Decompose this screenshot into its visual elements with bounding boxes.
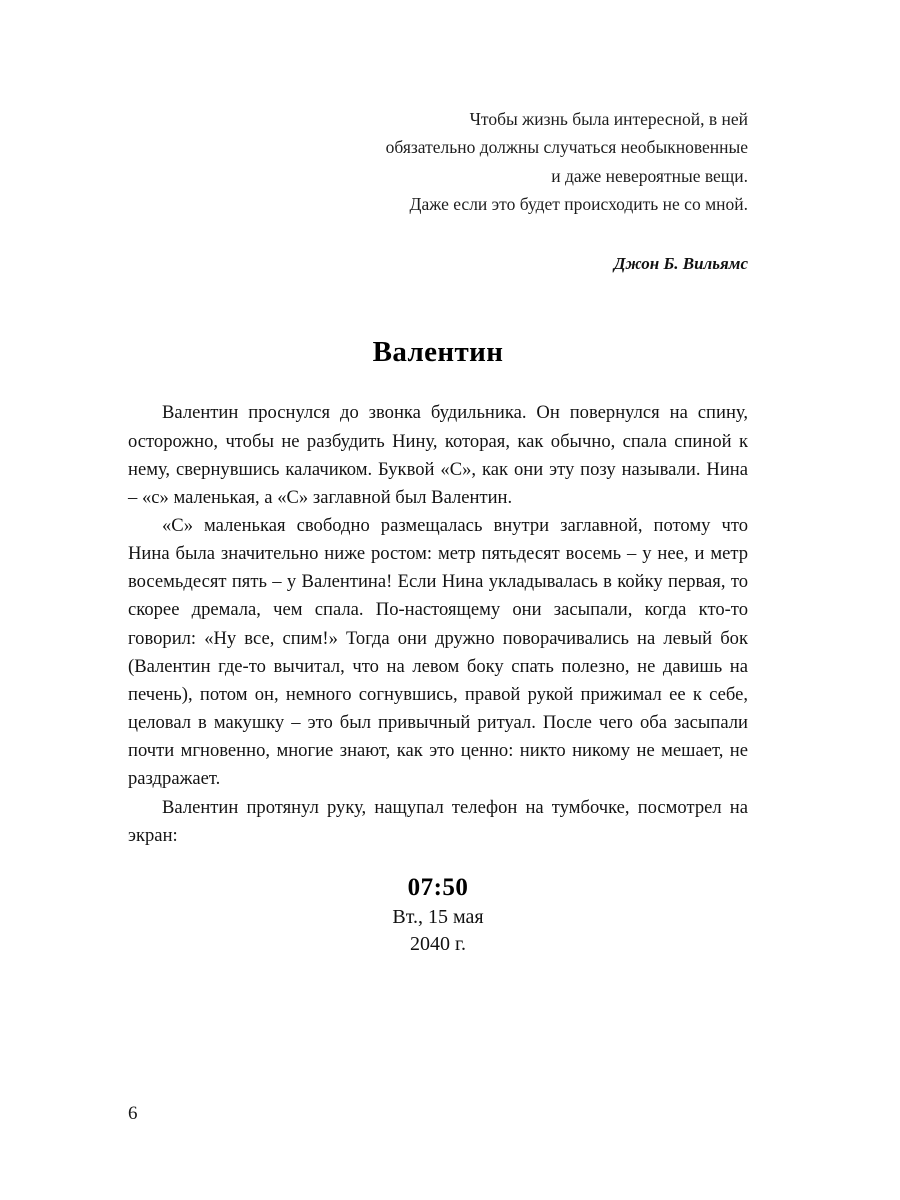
epigraph-author: Джон Б. Вильямс bbox=[613, 254, 748, 274]
epigraph-line: обязательно должны случаться необыкновенные bbox=[385, 137, 748, 158]
page-number: 6 bbox=[128, 1103, 138, 1124]
clock-time: 07:50 bbox=[407, 873, 469, 901]
paragraph: Валентин проснулся до звонка будильника. Он повернулся на спину, осторожно, чтобы не разбудить Нину, которая, как обычно, спала спиной к нему, свернувшись калачиком. Буквой «С», как они эту позу называли. Нина – «с» маленькая, а «С» заглавной был Валентин. bbox=[128, 402, 748, 508]
epigraph bbox=[128, 105, 748, 218]
paragraph: «С» маленькая свободно размещалась внутри заглавной, потому что Нина была значительно ниже ростом: метр пятьдесят восемь – у нее, и метр восемьдесят пять – у Валентина! Если Нина укладывалась в койку первая, то скорее дремала, чем спала. По-настоящему они засыпали, когда кто-то говорил: «Ну все, спим!» Тогда они дружно поворачивались на левый бок (Валентин где-то вычитал, что на левом боку спать полезно, не давишь на печень), потом он, немного согнувшись, правой рукой прижимал ее к себе, целовал в макушку – это был привычный ритуал. После чего оба засыпали почти мгновенно, многие знают, как это ценно: никто никому не мешает, не раздражает. bbox=[128, 515, 748, 790]
clock-date: Вт., 15 мая bbox=[392, 906, 484, 929]
phone-screen-readout bbox=[128, 872, 748, 959]
clock-year: 2040 г. bbox=[410, 933, 466, 956]
epigraph-line: Чтобы жизнь была интересной, в ней bbox=[469, 109, 748, 129]
page-content bbox=[128, 0, 748, 958]
paragraph: Валентин протянул руку, нащупал телефон на тумбочке, посмотрел на экран: bbox=[128, 796, 748, 846]
epigraph-line: и даже невероятные вещи. bbox=[551, 165, 748, 186]
epigraph-line: Даже если это будет происходить не со мной. bbox=[409, 194, 748, 215]
chapter-title: Валентин bbox=[372, 336, 504, 369]
body-text bbox=[128, 399, 748, 850]
